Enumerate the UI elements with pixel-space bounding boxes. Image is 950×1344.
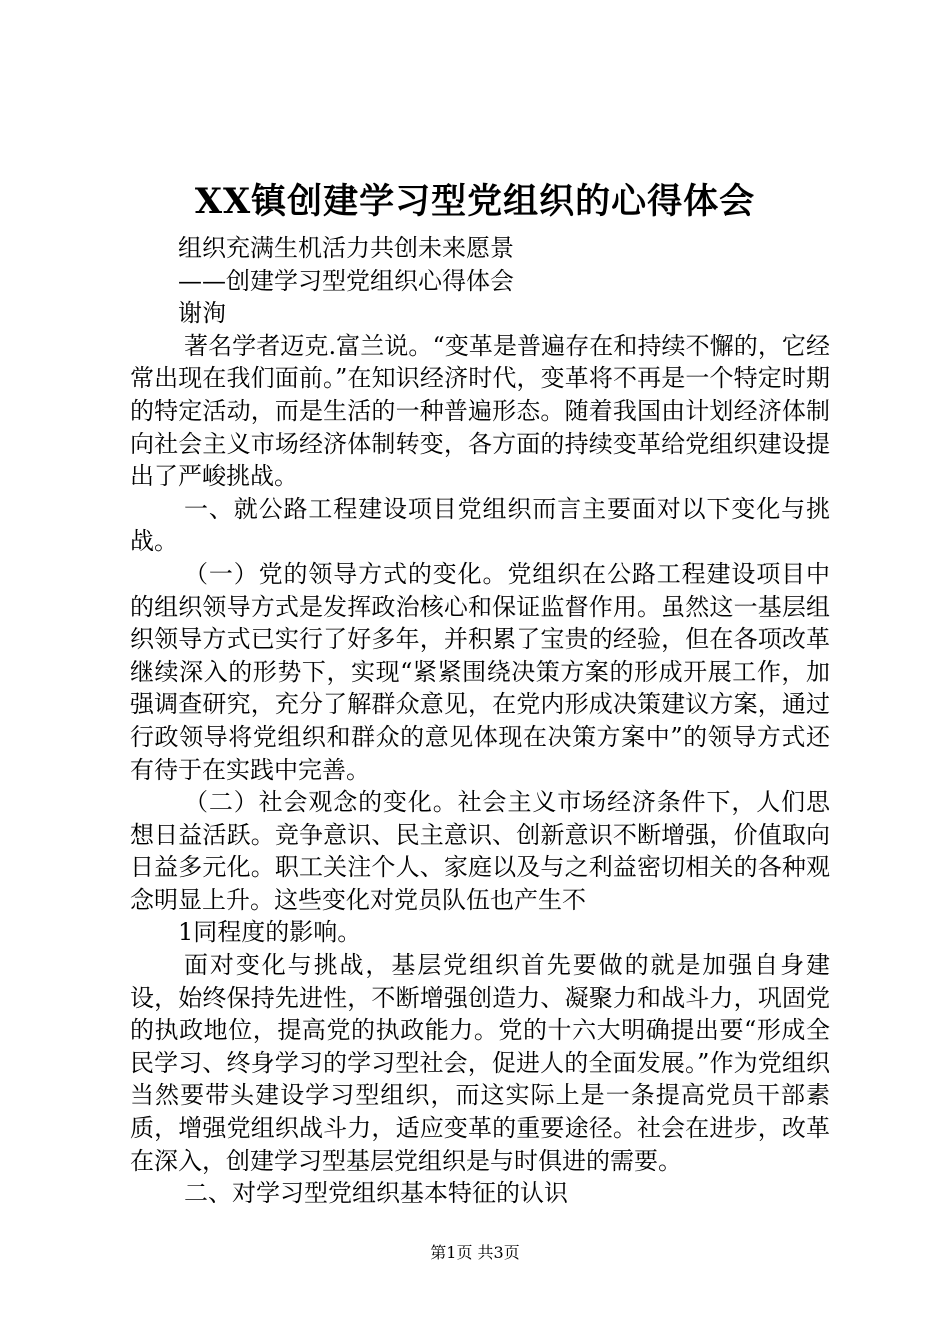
- paragraph-intro: 著名学者迈克.富兰说。“变革是普遍存在和持续不懈的，它经常出现在我们面前。”在知识经济时代，变革将不再是一个特定时期的特定活动，而是生活的一种普遍形态。随着我国由计划经济体制向社会主义市场经济体制转变，各方面的持续变革给党组织建设提出了严峻挑战。: [130, 331, 830, 491]
- subtitle-line-1: 组织充满生机活力共创未来愿景: [178, 234, 514, 262]
- paragraph-continuation: 1同程度的影响。: [178, 918, 362, 947]
- page-footer: 第1页 共3页: [430, 1243, 520, 1262]
- document-body: [130, 232, 830, 1210]
- paragraph-leadership-change: （一）党的领导方式的变化。党组织在公路工程建设项目中的组织领导方式是发挥政治核心和保证监督作用。虽然这一基层组织领导方式已实行了好多年，并积累了宝贵的经验，但在各项改革继续深入的形势下，实现“紧紧围绕决策方案的形成开展工作，加强调查研究，充分了解群众意见，在党内形成决策建议方案，通过行政领导将党组织和群众的意见体现在决策方案中”的领导方式还有待于在实践中完善。: [130, 559, 830, 784]
- author-name: 谢洵: [178, 299, 226, 328]
- paragraph-social-change: （二）社会观念的变化。社会主义市场经济条件下，人们思想日益活跃。竞争意识、民主意识、创新意识不断增强，价值取向日益多元化。职工关注个人、家庭以及与之利益密切相关的各种观念明显上升。这些变化对党员队伍也产生不: [130, 788, 830, 914]
- paragraph-section-two-heading: 二、对学习型党组织基本特征的认识: [184, 1179, 568, 1208]
- subtitle-line-2: ——创建学习型党组织心得体会: [178, 266, 514, 295]
- document-title: XX镇创建学习型党组织的心得体会: [194, 181, 756, 222]
- paragraph-response: 面对变化与挑战，基层党组织首先要做的就是加强自身建设，始终保持先进性，不断增强创造力、凝聚力和战斗力，巩固党的执政地位，提高党的执政能力。党的十六大明确提出要“形成全民学习、终身学习的学习型社会，促进人的全面发展。”作为党组织当然要带头建设学习型组织，而这实际上是一条提高党员干部素质，增强党组织战斗力，适应变革的重要途径。社会在进步，改革在深入，创建学习型基层党组织是与时俱进的需要。: [130, 951, 830, 1175]
- paragraph-section-one-heading: 一、就公路工程建设项目党组织而言主要面对以下变化与挑战。: [130, 494, 830, 556]
